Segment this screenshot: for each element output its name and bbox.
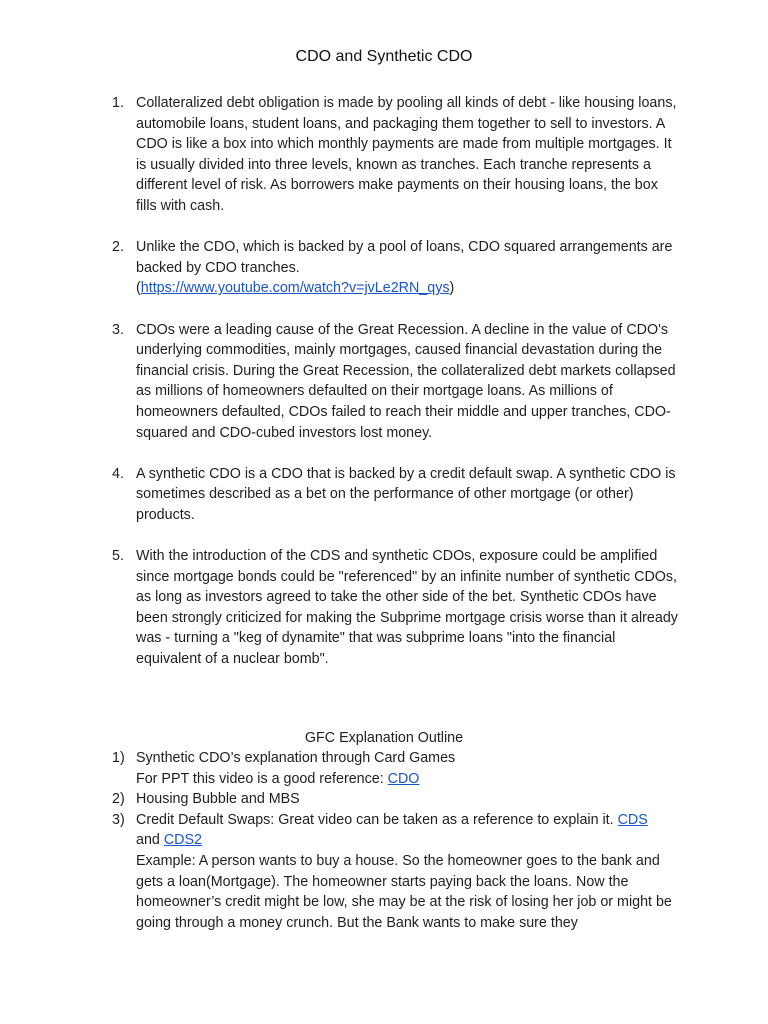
cdo-link[interactable]: CDO [387, 770, 420, 787]
outline-list [110, 748, 680, 933]
outline-item-links: and CDS2 [136, 832, 202, 849]
outline-item-text: Synthetic CDO’s explanation through Card Games [136, 750, 456, 766]
cds2-link[interactable]: CDS2 [163, 832, 202, 849]
list-marker: 3. [112, 321, 124, 338]
outline-item-1 [110, 748, 680, 789]
list-item-3 [110, 320, 680, 444]
outline-item-text: Credit Default Swaps: Great video can be taken as a reference to explain it. CDS [136, 811, 648, 828]
youtube-link[interactable]: https://www.youtube.com/watch?v=jvLe2RN_qys [140, 280, 450, 297]
list-item-4 [110, 464, 680, 526]
list-item-1 [110, 93, 680, 217]
outline-item-reference: For PPT this video is a good reference: CDO [136, 770, 420, 787]
list-marker: 1. [112, 95, 124, 111]
list-marker: 3) [112, 811, 125, 828]
list-marker: 2. [112, 239, 124, 256]
cds-link[interactable]: CDS [617, 811, 648, 828]
list-item-2 [110, 237, 680, 299]
list-marker: 1) [112, 750, 125, 766]
outline-item-2 [110, 789, 680, 810]
list-marker: 5. [112, 548, 124, 565]
outline-item-text: Housing Bubble and MBS [136, 791, 300, 808]
list-item-text: Unlike the CDO, which is backed by a pool of loans, CDO squared arrangements are backed by CDO tranches. [136, 239, 673, 276]
list-marker: 4. [112, 465, 124, 482]
video-reference: (https://www.youtube.com/watch?v=jvLe2RN_qys) [136, 280, 455, 297]
outline-item-3 [110, 810, 680, 934]
list-item-text: Collateralized debt obligation is made by pooling all kinds of debt - like housing loans, automobile loans, student loans, and packaging them together to sell to investors. A CDO is like a box into which monthly payments are made from multiple mortgages. It is usually divided into three levels, known as tranches. Each tranche represents a different level of risk. As borrowers make payments on their housing loans, the box fills with cash. [136, 95, 677, 214]
list-item-text: A synthetic CDO is a CDO that is backed by a credit default swap. A synthetic CDO is sometimes described as a bet on the performance of other mortgage (or other) products. [136, 465, 676, 523]
list-item-5 [110, 546, 680, 670]
outline-example-text: Example: A person wants to buy a house. So the homeowner goes to the bank and gets a loan(Mortgage). The homeowner starts paying back the loans. Now the homeowner’s credit might be low, she may be at the risk of losing her job or might be going through a money crunch. But the Bank wants to make sure they [136, 852, 672, 931]
cdo-list [110, 93, 680, 690]
list-marker: 2) [112, 791, 125, 808]
outline-title: GFC Explanation Outline [304, 730, 464, 746]
page-title: CDO and Synthetic CDO [295, 48, 473, 65]
list-item-text: CDOs were a leading cause of the Great Recession. A decline in the value of CDO's underlying commodities, mainly mortgages, caused financial devastation during the financial crisis. During the Great Recession, the collateralized debt markets collapsed as millions of homeowners defaulted on their mortgage loans. As millions of homeowners defaulted, CDOs failed to reach their middle and upper tranches, CDO-squared and CDO-cubed investors lost money. [136, 321, 676, 441]
list-item-text: With the introduction of the CDS and synthetic CDOs, exposure could be amplified since mortgage bonds could be "referenced" by an infinite number of synthetic CDOs, as long as investors agreed to take the other side of the bet. Synthetic CDOs have been strongly criticized for making the Subprime mortgage crisis worse than it already was - turning a "keg of dynamite" that was subprime loans "into the financial equivalent of a nuclear bomb". [136, 548, 678, 668]
